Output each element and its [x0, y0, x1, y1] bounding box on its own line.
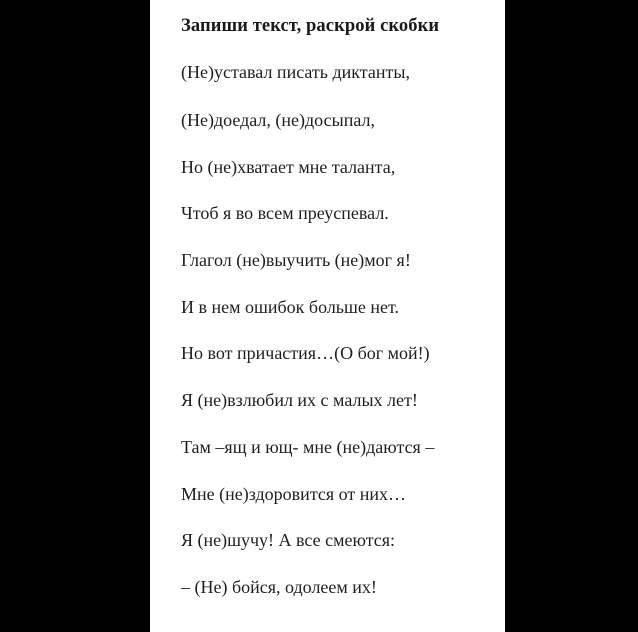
text-line-8: Я (не)взлюбил их с малых лет! — [181, 390, 418, 410]
text-line-9: Там –ящ и ющ- мне (не)даются – — [181, 437, 435, 457]
text-line-7: Но вот причастия…(О бог мой!) — [181, 343, 430, 363]
document-title: Запиши текст, раскрой скобки — [181, 16, 440, 36]
text-line-10: Мне (не)здоровится от них… — [181, 484, 407, 504]
text-line-12: – (Не) бойся, одолеем их! — [181, 577, 377, 597]
text-line-2: (Не)доедал, (не)досыпал, — [181, 110, 375, 130]
text-line-1: (Не)уставал писать диктанты, — [181, 62, 410, 82]
text-line-6: И в нем ошибок больше нет. — [181, 297, 400, 317]
text-line-5: Глагол (не)выучить (не)мог я! — [181, 250, 411, 270]
document-page — [150, 0, 505, 632]
text-line-3: Но (не)хватает мне таланта, — [181, 157, 396, 177]
text-line-11: Я (не)шучу! А все смеются: — [181, 530, 396, 550]
text-line-4: Чтоб я во всем преуспевал. — [181, 203, 389, 223]
